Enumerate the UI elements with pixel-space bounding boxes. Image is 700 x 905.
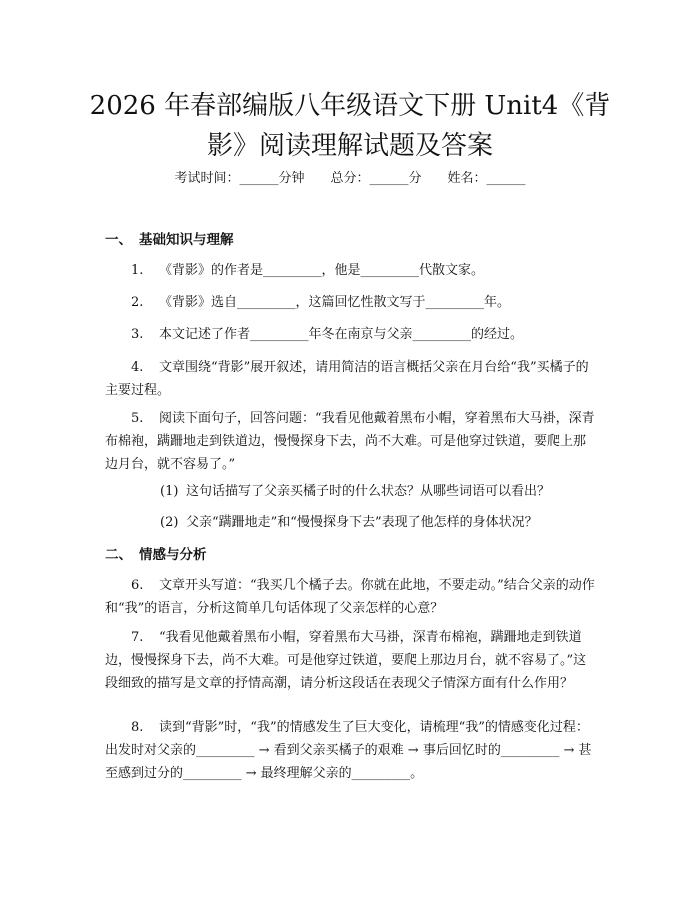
question-5 [105,407,598,476]
question-4 [105,356,598,402]
question-number: 2. [131,295,144,310]
student-name: 姓名：______ [447,171,526,186]
section-heading-2 [105,546,207,564]
exam-score: 总分：______分 [330,171,422,186]
question-text: 本文记述了作者_________年冬在南京与父亲_________的经过。 [159,327,524,342]
question-number: 6. [131,578,144,593]
exam-time: 考试时间：______分钟 [174,171,305,186]
subquestion-text: 父亲“蹒跚地走”和“慢慢探身下去”表现了他怎样的身体状况？ [186,515,538,530]
question-number: 5. [131,411,144,426]
subquestion-2 [160,513,600,533]
question-text: 《背影》选自_________，这篇回忆性散文写于_________年。 [159,295,511,310]
subquestion-number: (1) [160,484,179,499]
question-8 [105,716,598,785]
question-text: “我看见他戴着黑布小帽，穿着黑布大马褂，深青布棉袍，蹒跚地走到铁道边，慢慢探身下去，尚不大难。可是他穿过铁道，要爬上那边月台，就不容易了。”这段细致的描写是文章的抒情高潮，请分析这段话在表现父子情深方面有什么作用？ [105,630,587,691]
subquestion-1 [160,482,600,502]
question-text: 文章开头写道：“我买几个橘子去。你就在此地，不要走动。”结合父亲的动作和“我”的语言，分析这简单几句话体现了父亲怎样的心意？ [105,578,595,616]
title-line-1: 2026 年春部编版八年级语文下册 Unit4《背 [89,91,611,121]
exam-info [0,170,700,188]
question-number: 8. [131,720,144,735]
section-number: 一、 [105,232,132,248]
section-heading-1 [105,231,234,249]
question-text: 《背影》的作者是_________，他是_________代散文家。 [159,263,485,278]
document-title [60,86,640,166]
question-6 [105,574,598,620]
question-number: 3. [131,327,144,342]
question-number: 7. [131,630,144,645]
question-3 [105,323,598,346]
section-title: 情感与分析 [139,547,207,563]
section-title: 基础知识与理解 [139,232,234,248]
question-text: 读到“背影”时，“我”的情感发生了巨大变化，请梳理“我”的情感变化过程：出发时对父亲的_________ → 看到父亲买橘子的艰难 → 事后回忆时的_________ → 甚至感到过分的_________ → 最终理解父亲的_________。 [105,720,592,781]
section-number: 二、 [105,547,132,563]
question-2 [105,291,598,314]
question-1 [105,259,598,282]
subquestion-text: 这句话描写了父亲买橘子时的什么状态？从哪些词语可以看出？ [186,484,551,499]
question-text: 阅读下面句子，回答问题：“我看见他戴着黑布小帽，穿着黑布大马褂，深青布棉袍，蹒跚地走到铁道边，慢慢探身下去，尚不大难。可是他穿过铁道，要爬上那边月台，就不容易了。” [105,411,595,472]
subquestion-number: (2) [160,515,179,530]
title-line-2: 影》阅读理解试题及答案 [206,131,493,161]
question-text: 文章围绕“背影”展开叙述，请用简洁的语言概括父亲在月台给“我”买橘子的主要过程。 [105,360,589,398]
question-number: 4. [131,360,144,375]
question-number: 1. [131,263,144,278]
question-7 [105,626,598,695]
